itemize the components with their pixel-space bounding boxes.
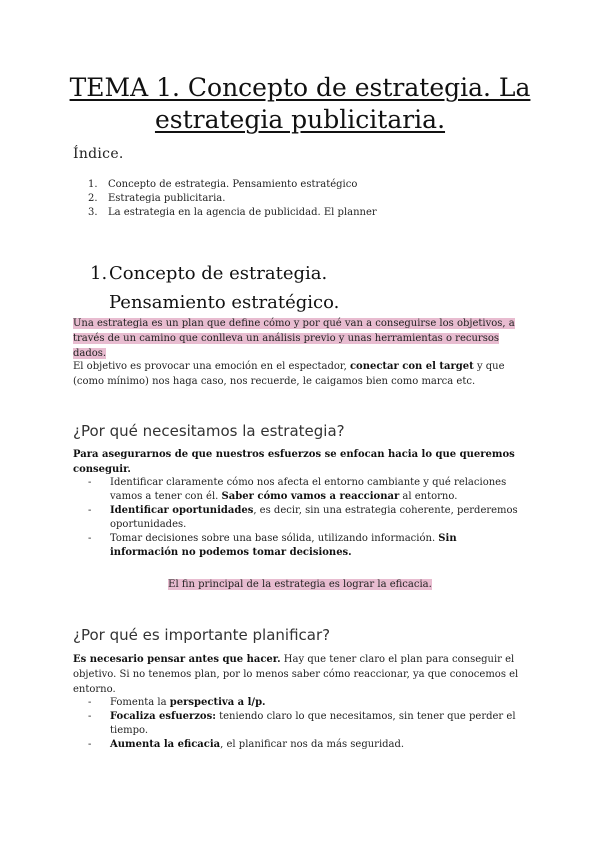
section3-bullets [88, 696, 518, 752]
objective-paragraph [73, 359, 533, 389]
section3-lead-text: Hay que tener claro el plan para conseguir el objetivo. Si no tenemos plan, por lo menos saber cómo reaccionar, ya que conocemos el entorno. [73, 654, 519, 695]
bullet-bold: Sin información no podemos tomar decisiones. [110, 533, 457, 558]
toc-item-label: La estrategia en la agencia de publicidad. El planner [108, 207, 377, 218]
section3-lead [73, 652, 533, 697]
section2-lead: Para asegurarnos de que nuestros esfuerzos se enfocan hacia lo que queremos conseguir. [73, 449, 515, 475]
toc-item [88, 206, 377, 220]
list-item [88, 710, 518, 738]
bullet-text: , el planificar nos da más seguridad. [220, 739, 405, 750]
objective-text-end: y que (como mínimo) nos haga caso, nos recuerde, le caigamos bien como marca etc. [73, 361, 505, 387]
section3-heading: ¿Por qué es importante planificar? [73, 626, 331, 644]
bullet-bold: Aumenta la eficacia [110, 739, 221, 750]
list-item [88, 696, 518, 710]
list-item [88, 476, 518, 504]
list-item [88, 504, 518, 532]
objective-text: El objetivo es provocar una emoción en el espectador, [73, 361, 350, 372]
efficacy-highlight: El fin principal de la estrategia es lograr la eficacia. [168, 579, 432, 590]
bullet-bold: Identificar oportunidades [110, 505, 254, 516]
section2-heading: ¿Por qué necesitamos la estrategia? [73, 422, 345, 440]
bullet-text-end: al entorno. [399, 491, 458, 502]
toc-heading: Índice. [73, 146, 124, 162]
definition-highlight: Una estrategia es un plan que define cómo y por qué van a conseguirse los objetivos, a través de un camino que conlleva un análisis previo y unas herramientas o recursos dados. [73, 318, 515, 359]
toc-item-number: 3. [88, 207, 98, 218]
toc-item-label: Concepto de estrategia. Pensamiento estratégico [108, 179, 358, 190]
efficacy-note [0, 578, 600, 592]
toc-item-number: 1. [88, 179, 98, 190]
section1-heading [90, 259, 409, 317]
section2-bullets [88, 476, 518, 560]
table-of-contents [88, 178, 377, 220]
objective-bold: conectar con el target [349, 361, 474, 372]
bullet-text: Identificar claramente cómo nos afecta el entorno cambiante y qué relaciones vamos a tener con él. [110, 477, 507, 502]
bullet-bold: Saber cómo vamos a reaccionar [221, 491, 400, 502]
bullet-bold: Focaliza esfuerzos: [110, 711, 216, 722]
section1-title: Concepto de estrategia. Pensamiento estratégico. [109, 263, 340, 313]
toc-item-number: 2. [88, 193, 98, 204]
bullet-text: , es decir, sin una estrategia coherente, perderemos oportunidades. [110, 505, 518, 530]
section3-lead-bold: Es necesario pensar antes que hacer. [73, 654, 281, 665]
list-item [88, 532, 518, 560]
toc-item [88, 178, 377, 192]
bullet-text: Tomar decisiones sobre una base sólida, utilizando información. [110, 533, 439, 544]
page-title: TEMA 1. Concepto de estrategia. La estrategia publicitaria. [69, 73, 531, 134]
bullet-text: Fomenta la [110, 697, 170, 708]
definition-paragraph [73, 316, 533, 361]
toc-item-label: Estrategia publicitaria. [108, 193, 226, 204]
toc-item [88, 192, 377, 206]
section1-number: 1. [90, 263, 108, 284]
bullet-bold: perspectiva a l/p. [169, 697, 266, 708]
bullet-text: teniendo claro lo que necesitamos, sin tener que perder el tiempo. [110, 711, 516, 736]
list-item [88, 738, 518, 752]
